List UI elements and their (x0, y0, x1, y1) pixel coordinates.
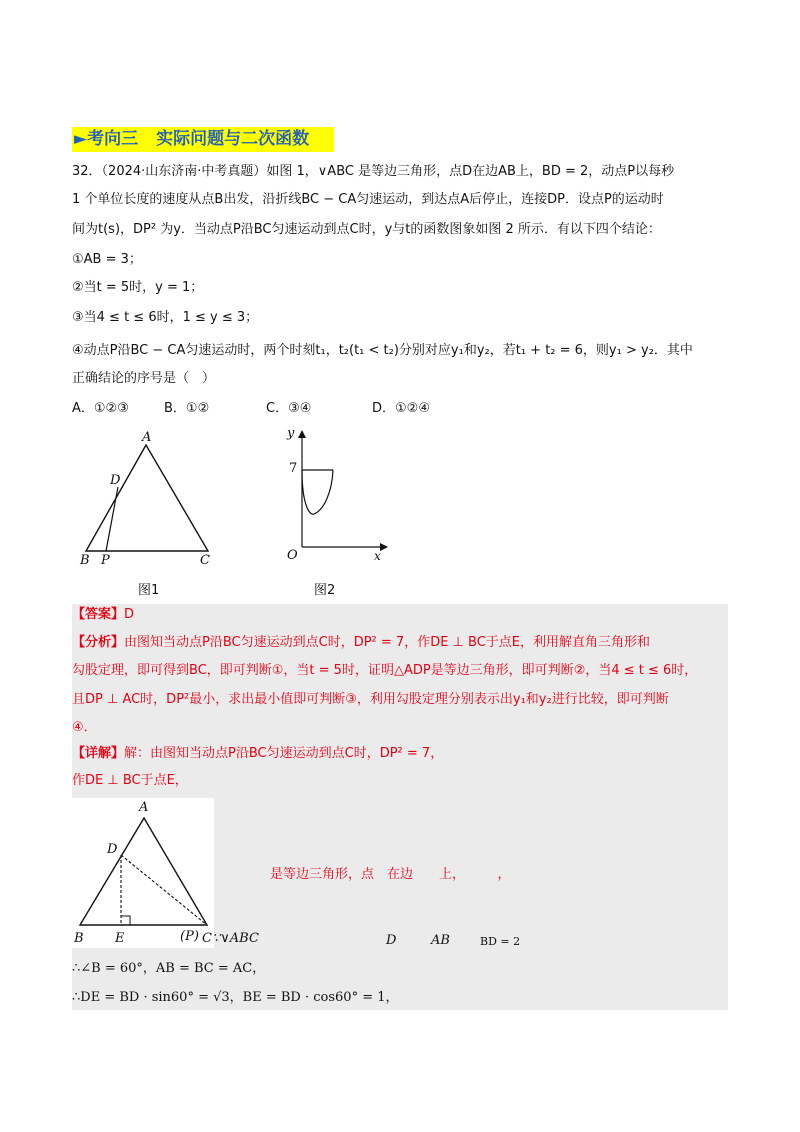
analysis-text-1: 由图知当动点P沿BC匀速运动到点C时，DP² = 7，作DE ⊥ BC于点E，利用解直角三角形和 (124, 635, 650, 650)
option-c: C．③④ (266, 401, 312, 416)
section-heading (72, 127, 334, 152)
segment-dp (106, 487, 118, 551)
fig1-label-a: A (142, 430, 152, 445)
arrow-icon: ► (74, 129, 88, 149)
fig1-label-b: B (80, 553, 90, 568)
fig1-label-d: D (110, 473, 121, 488)
answer-line (72, 607, 134, 623)
detail-line-3: 是等边三角形，点 在边 上， ， (270, 867, 511, 882)
detail-line-6: ∴DE = BD · sin60° = √3，BE = BD · cos60° = 1， (72, 990, 399, 1005)
conclusion-3: ③当4 ≤ t ≤ 6时，1 ≤ y ≤ 3； (72, 310, 259, 325)
analysis-tag: 【分析】 (72, 635, 125, 650)
fig2-label-o: O (287, 548, 298, 563)
analysis-line-1 (72, 635, 650, 651)
detail-line-2: 作DE ⊥ BC于点E， (72, 773, 188, 788)
section-tag: 考向三 (87, 129, 139, 149)
figure-2 (262, 424, 392, 564)
fig2-label-y: y (287, 426, 295, 441)
option-d: D．①②④ (372, 401, 430, 416)
figure-3 (72, 798, 214, 948)
fig1-label-c: C (200, 553, 210, 568)
fig1-caption: 图1 (138, 583, 160, 598)
detail-line-1 (72, 746, 443, 762)
analysis-line-2: 勾股定理，即可得到BC，即可判断①，当t = 5时，证明△ADP是等边三角形，即可判断②，当4 ≤ t ≤ 6时， (72, 663, 698, 678)
fig3-label-a: A (139, 800, 149, 815)
analysis-line-3: 且DP ⊥ AC时，DP²最小，求出最小值即可判断③，利用勾股定理分别表示出y₁和y₂进行比较，即可判断 (72, 692, 669, 707)
question-line-2: 1 个单位长度的速度从点B出发，沿折线BC − CA匀速运动，到达点A后停止，连接DP．设点P的运动时 (72, 192, 664, 207)
graph-curve (302, 470, 333, 514)
question-line-3: 间为t(s)，DP² 为y．当动点P沿BC匀速运动到点C时，y与t的函数图象如图 2 所示．有以下四个结论： (72, 222, 661, 237)
conclusion-5: 正确结论的序号是（ ） (72, 371, 216, 386)
answer-value: D (124, 607, 135, 622)
segment-dc (121, 855, 207, 925)
conclusion-1: ①AB = 3； (72, 252, 142, 267)
question-line-1: 32．（2024·山东济南·中考真题）如图 1，∨ABC 是等边三角形，点D在边AB上，BD = 2，动点P以每秒 (72, 164, 675, 179)
figure-1 (70, 425, 230, 600)
fig2-label-x: x (374, 549, 381, 563)
y-axis-arrow-icon (298, 430, 306, 438)
triangle-abc (86, 445, 208, 551)
detail-tag: 【详解】 (72, 746, 125, 761)
fig3-label-e: E (115, 931, 125, 946)
analysis-line-4: ④． (72, 720, 97, 735)
fig2-caption: 图2 (314, 583, 336, 598)
x-axis-arrow-icon (380, 543, 388, 551)
fig2-label-7: 7 (289, 461, 298, 476)
option-b: B．①② (164, 401, 210, 416)
detail-line-4-ab: AB (431, 933, 450, 948)
fig3-label-d: D (107, 842, 118, 857)
answer-tag: 【答案】 (72, 607, 125, 622)
fig1-label-p: P (101, 553, 110, 568)
detail-line-4-bd: BD = 2 (480, 935, 521, 948)
conclusion-4: ④动点P沿BC − CA匀速运动时，两个时刻t₁，t₂(t₁ < t₂)分别对应y₁和y₂，若t₁ + t₂ = 6，则y₁ > y₂．其中 (72, 343, 693, 358)
detail-line-4-prefix: ∵∨ABC (212, 931, 259, 946)
fig3-label-b: B (74, 931, 84, 946)
detail-line-5: ∴∠B = 60°，AB = BC = AC， (72, 961, 266, 976)
detail-text-1: 解：由图知当动点P沿BC匀速运动到点C时，DP² = 7， (124, 746, 444, 761)
right-angle-mark (121, 916, 130, 925)
option-a: A．①②③ (72, 401, 129, 416)
section-title: 实际问题与二次函数 (156, 129, 310, 149)
fig3-label-c: C (202, 931, 212, 946)
conclusion-2: ②当t = 5时，y = 1； (72, 280, 204, 295)
detail-line-4-d: D (386, 933, 397, 948)
fig3-label-p: (P) (180, 929, 199, 944)
